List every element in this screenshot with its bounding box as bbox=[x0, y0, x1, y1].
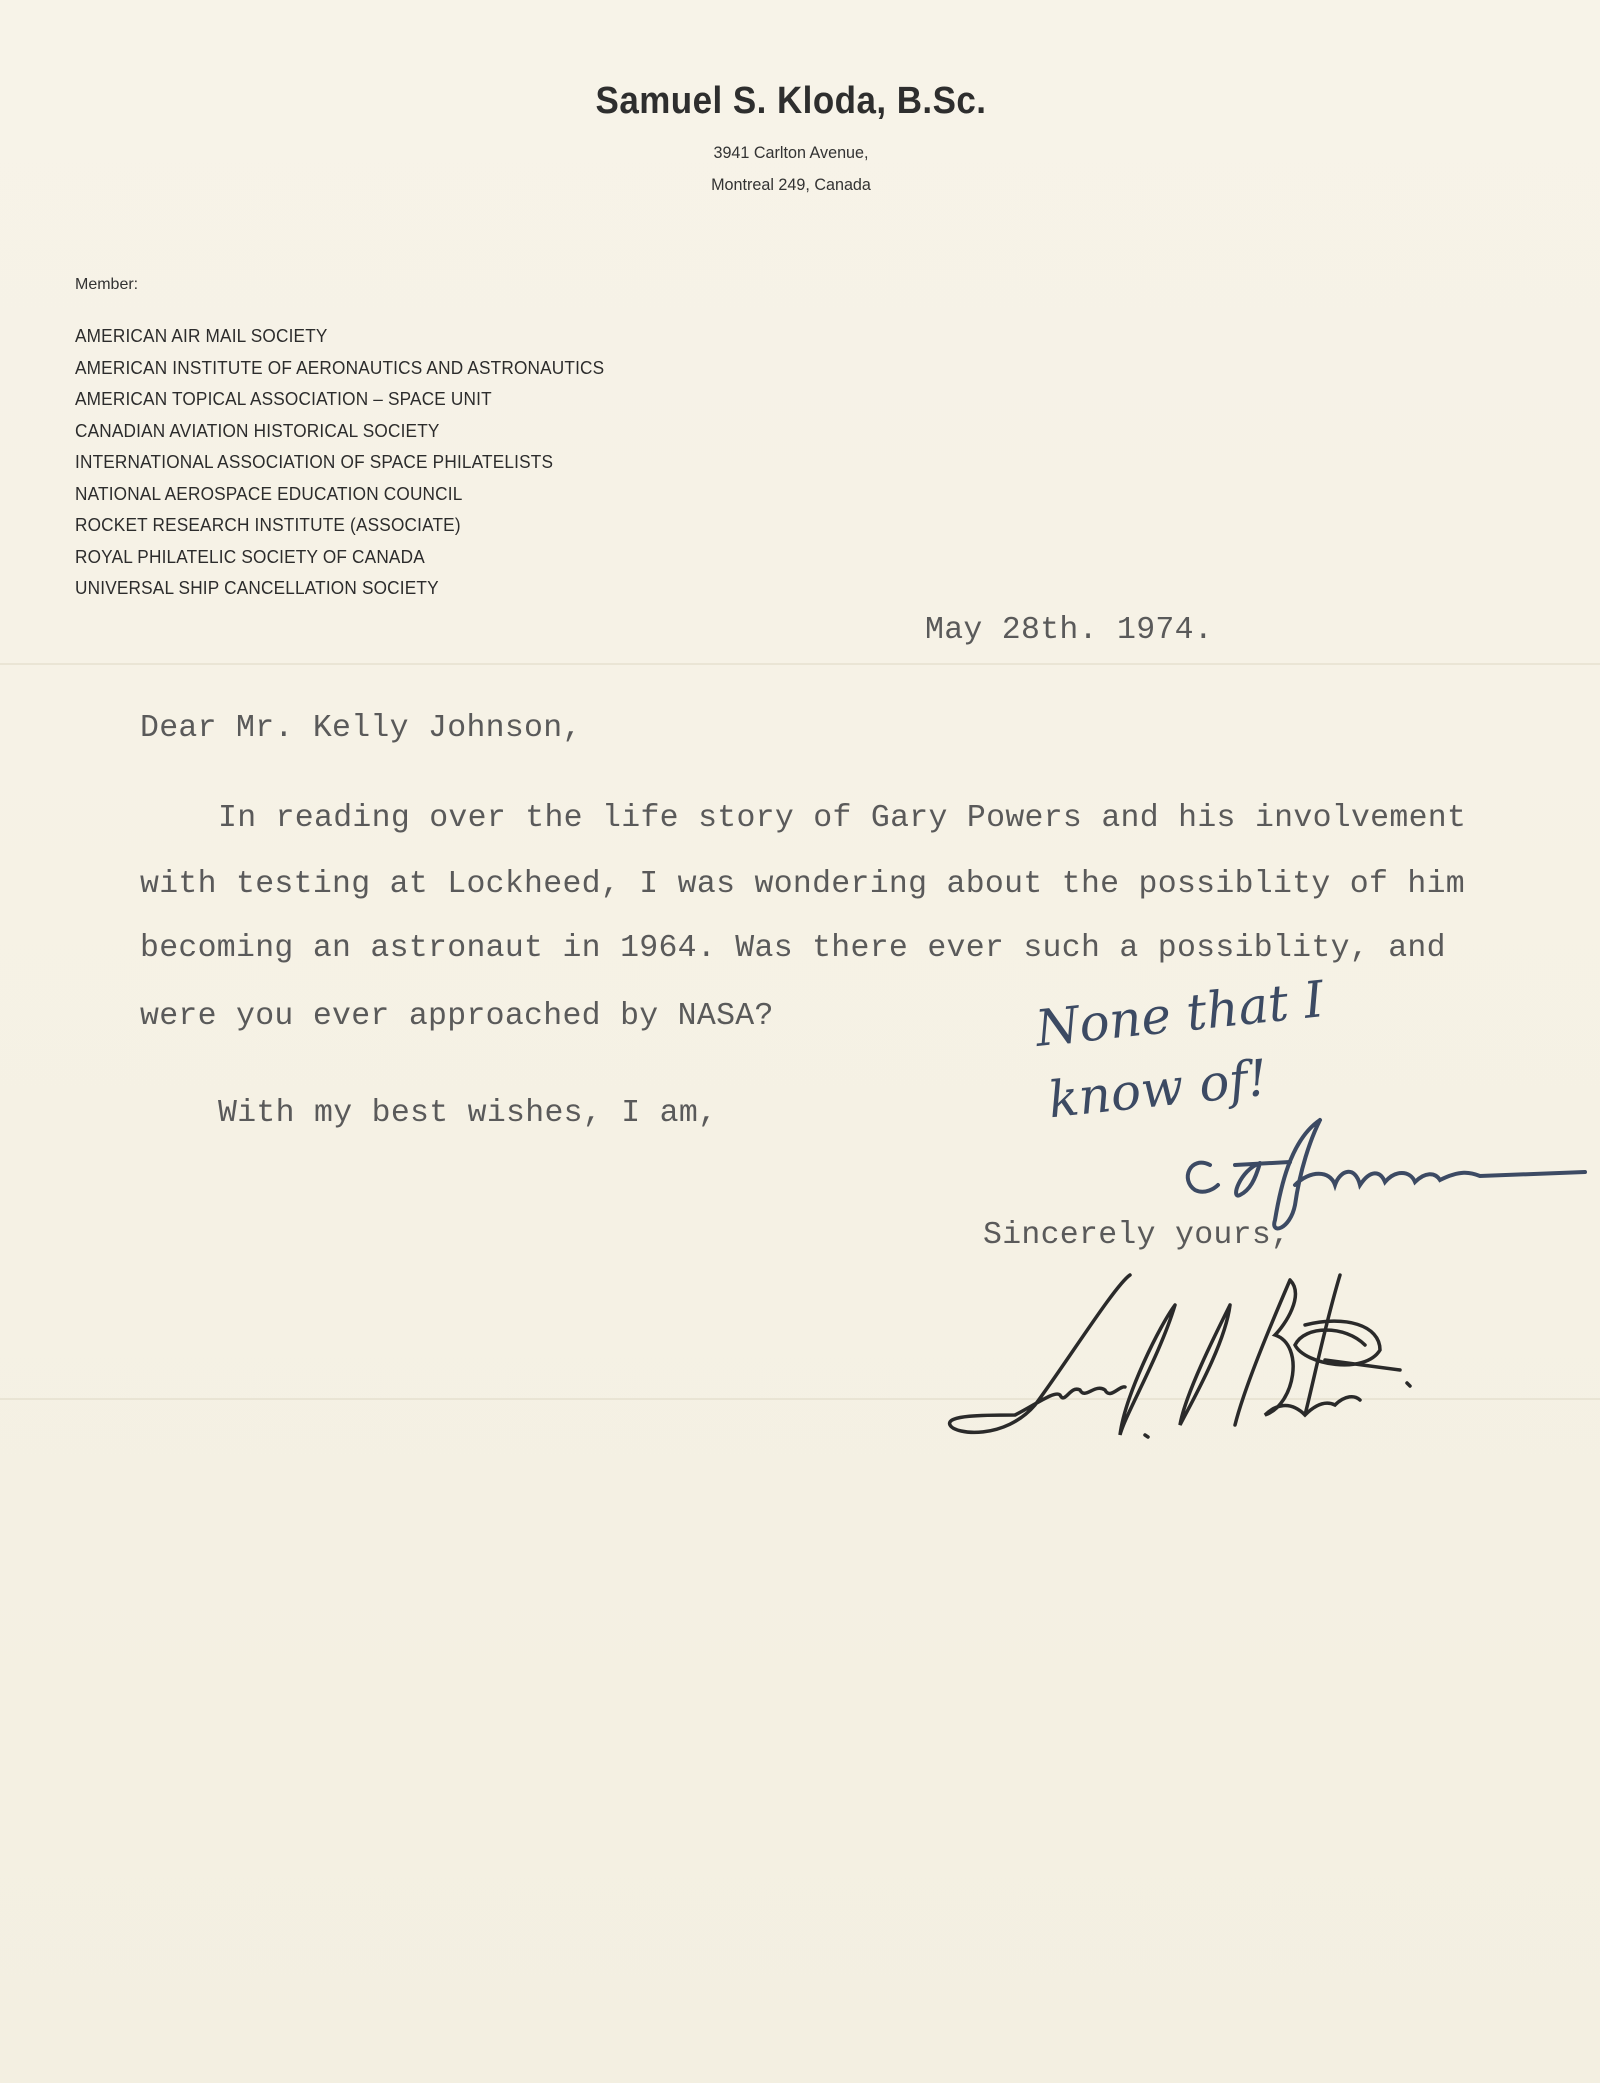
membership-item: ROCKET RESEARCH INSTITUTE (ASSOCIATE) bbox=[75, 514, 461, 535]
letterhead-address-line1: 3941 Carlton Avenue, bbox=[713, 143, 869, 162]
membership-list bbox=[75, 320, 644, 604]
membership-item: AMERICAN TOPICAL ASSOCIATION – SPACE UNIT bbox=[75, 388, 492, 409]
body-line: were you ever approached by NASA? bbox=[140, 999, 774, 1034]
fold-line bbox=[0, 663, 1600, 665]
membership-item: CANADIAN AVIATION HISTORICAL SOCIETY bbox=[75, 419, 440, 441]
membership-item: UNIVERSAL SHIP CANCELLATION SOCIETY bbox=[75, 577, 439, 598]
letter-date: May 28th. 1974. bbox=[925, 613, 1214, 648]
membership-item: AMERICAN AIR MAIL SOCIETY bbox=[75, 325, 328, 346]
letterhead-address-line2: Montreal 249, Canada bbox=[711, 175, 871, 194]
handwritten-note-line1: None that I bbox=[1032, 970, 1327, 1058]
handwritten-note-line2: know of! bbox=[1045, 1048, 1271, 1130]
body-line: with testing at Lockheed, I was wondering about the possiblity of him bbox=[140, 867, 1466, 902]
membership-item: AMERICAN INSTITUTE OF AERONAUTICS AND ASTRONAUTICS bbox=[75, 356, 605, 378]
membership-item: ROYAL PHILATELIC SOCIETY OF CANADA bbox=[75, 545, 425, 567]
kloda-signature bbox=[945, 1265, 1535, 1445]
membership-item: INTERNATIONAL ASSOCIATION OF SPACE PHILATELISTS bbox=[75, 451, 554, 472]
body-line: In reading over the life story of Gary Powers and his involvement bbox=[218, 801, 1467, 836]
letterhead-name: Samuel S. Kloda, B.Sc. bbox=[595, 80, 987, 122]
member-label: Member: bbox=[75, 276, 139, 293]
closing-line: With my best wishes, I am, bbox=[218, 1096, 718, 1131]
body-line: becoming an astronaut in 1964. Was there ever such a possiblity, and bbox=[140, 931, 1446, 966]
johnson-signature bbox=[1170, 1110, 1600, 1240]
valediction: Sincerely yours, bbox=[983, 1218, 1291, 1253]
membership-item: NATIONAL AEROSPACE EDUCATION COUNCIL bbox=[75, 482, 463, 504]
salutation: Dear Mr. Kelly Johnson, bbox=[140, 711, 582, 746]
